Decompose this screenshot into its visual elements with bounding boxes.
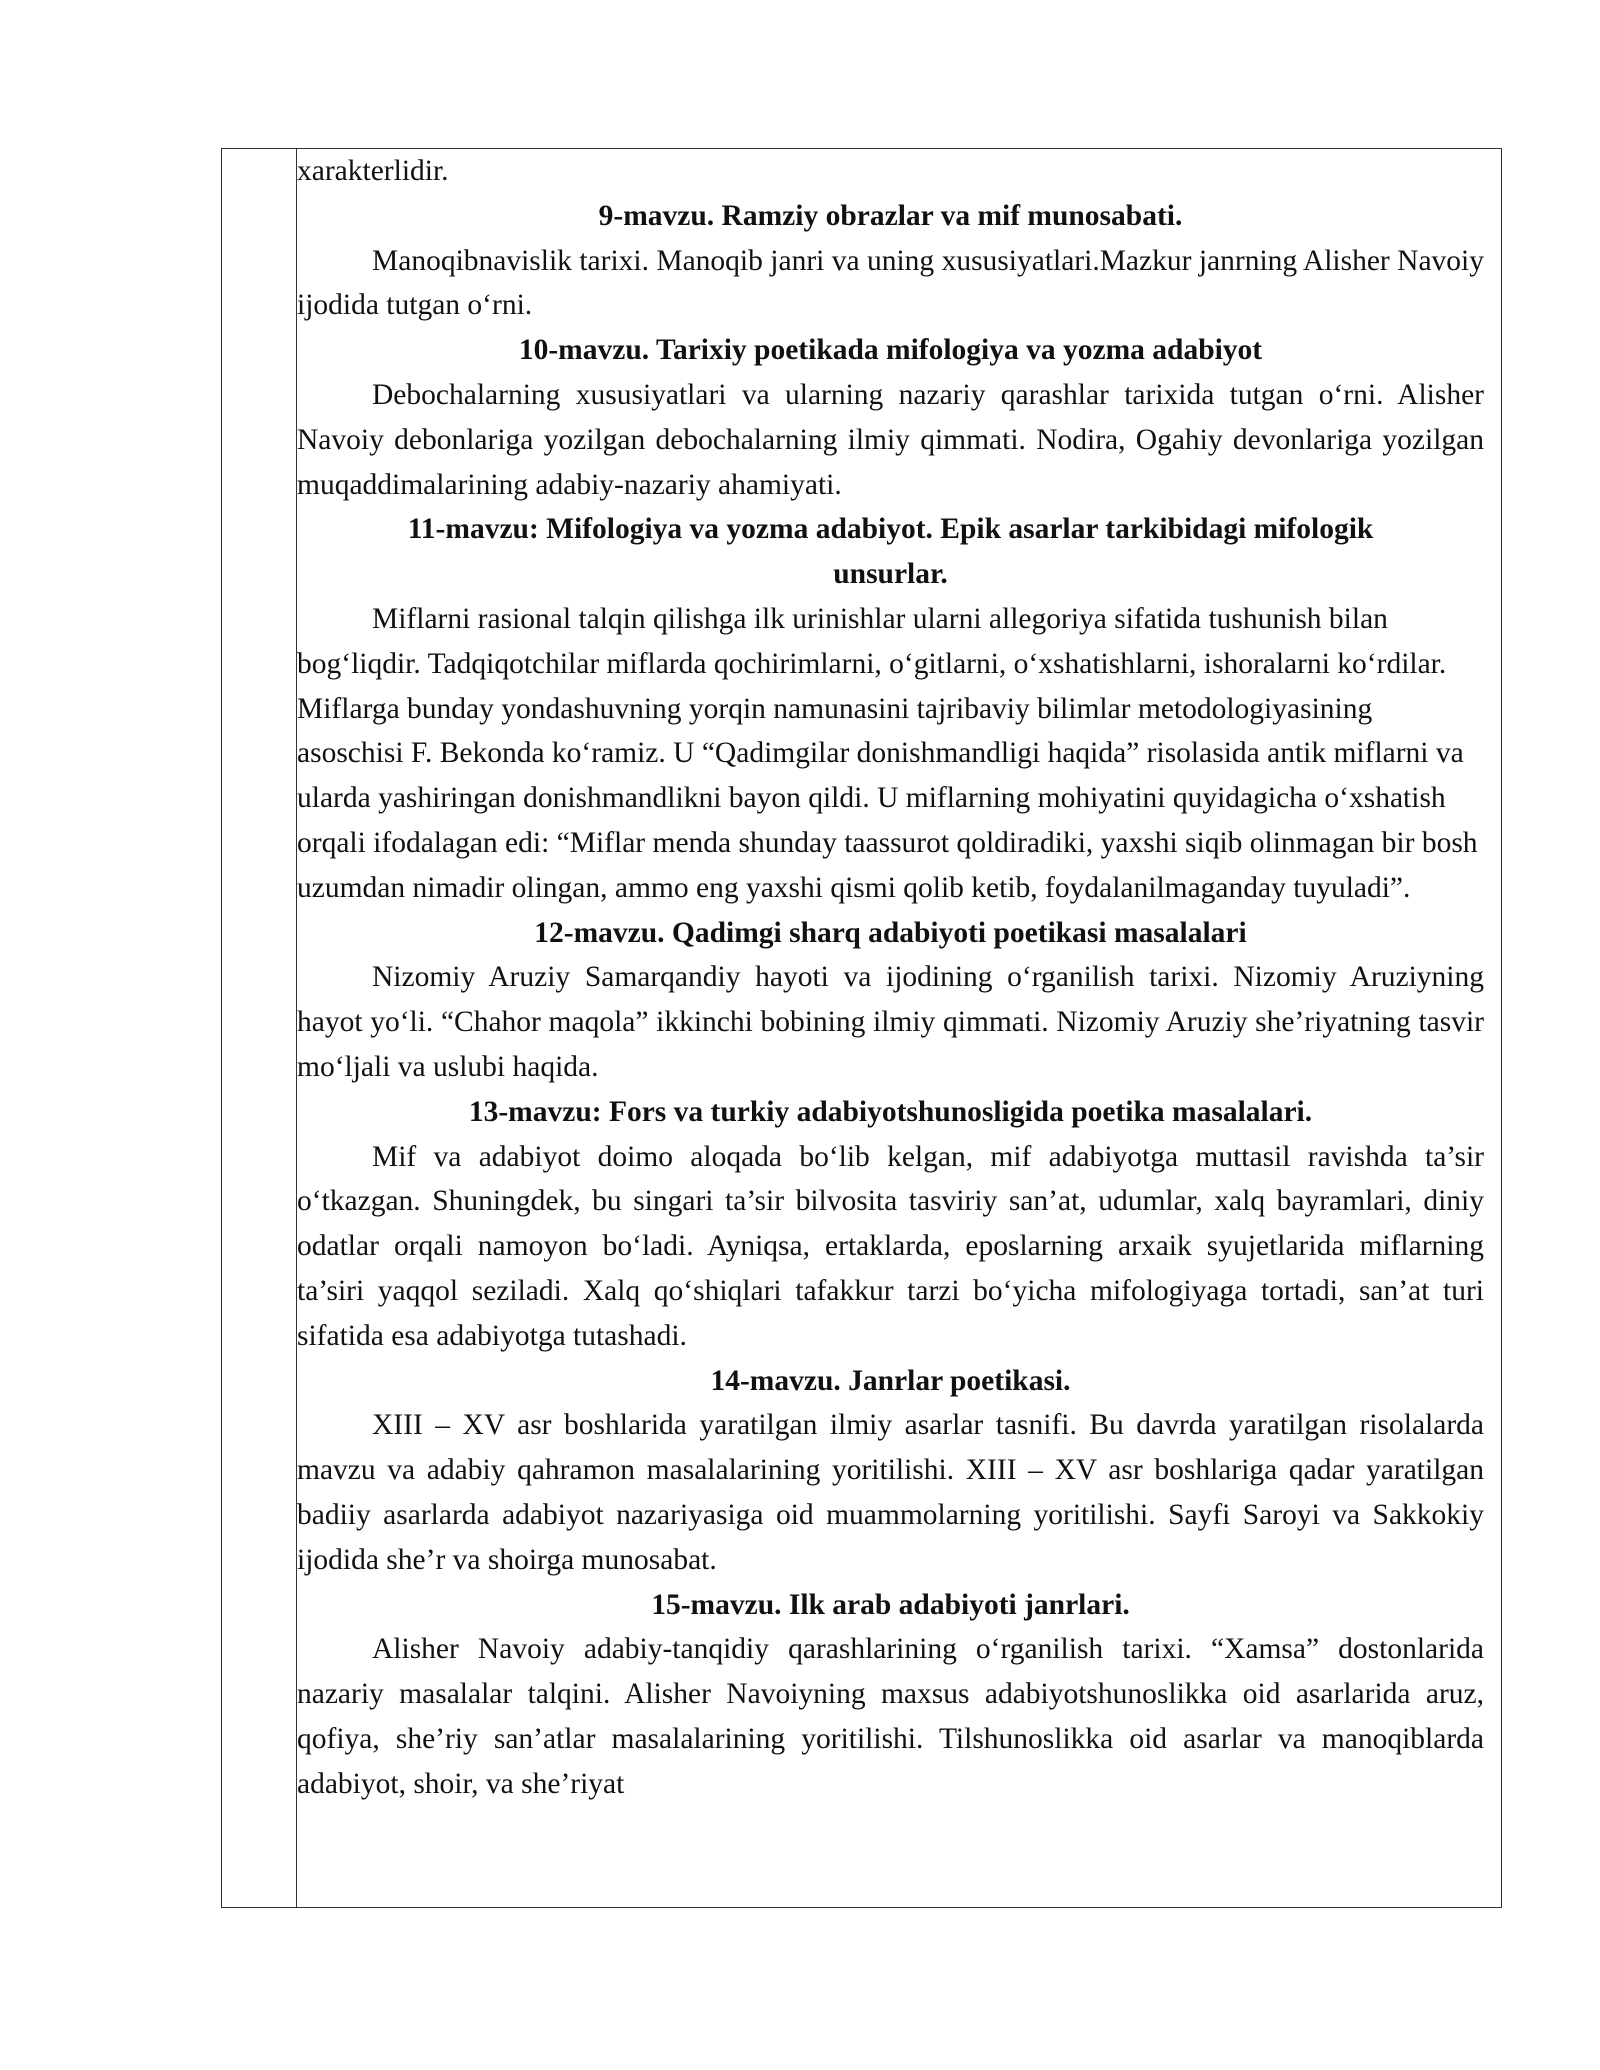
section-body-11: Miflarni rasional talqin qilishga ilk urinishlar ularni allegoriya sifatida tushunish bilan bog‘liqdir. Tadqiqotchilar miflarda qochirimlarni, o‘gitlarni, o‘xshatishlarni, ishoralarni ko‘rdilar. Miflarga bunday yondashuvning yorqin namunasini tajribaviy bilimlar metodologiyasining asoschisi F. Bekonda ko‘ramiz. U “Qadimgilar donishmandligi haqida” risolasida antik miflarni va ularda yashiringan donishmandlikni bayon qildi. U miflarning mohiyatini quyidagicha o‘xshatish orqali ifodalagan edi: “Miflar menda shunday taassurot qoldiradiki, yaxshi siqib olinmagan bir bosh uzumdan nimadir olingan, ammo eng yaxshi qismi qolib ketib, foydalanilmaganday tuyuladi”. xyxy=(297,602,1478,904)
section-body-13: Mif va adabiyot doimo aloqada bo‘lib kelgan, mif adabiyotga muttasil ravishda ta’sir o‘tkazgan. Shuningdek, bu singari ta’sir bilvosita tasviriy san’at, udumlar, xalq bayramlari, diniy odatlar orqali namoyon bo‘ladi. Ayniqsa, ertaklarda, eposlarning arxaik syujetlarida miflarning ta’siri yaqqol seziladi. Xalq qo‘shiqlari tafakkur tarzi bo‘yicha mifologiyaga tortadi, san’at turi sifatida esa adabiyotga tutashadi. xyxy=(297,1140,1484,1352)
section-body-15: Alisher Navoiy adabiy-tanqidiy qarashlarining o‘rganilish tarixi. “Xamsa” dostonlarida nazariy masalalar talqini. Alisher Navoiyning maxsus adabiyotshunoslikka oid asarlarida aruz, qofiya, she’riy san’atlar masalalarining yoritilishi. Tilshunoslikka oid asarlar va manoqiblarda adabiyot, shoir, va she’riyat xyxy=(297,1633,1484,1800)
section-body-10: Debochalarning xususiyatlari va ularning nazariy qarashlar tarixida tutgan o‘rni. Alisher Navoiy debonlariga yozilgan debochalarning ilmiy qimmati. Nodira, Ogahiy devonlariga yozilgan muqaddimalarining adabiy-nazariy ahamiyati. xyxy=(297,378,1484,501)
section-heading-14: 14-mavzu. Janrlar poetikasi. xyxy=(710,1364,1071,1397)
document-table xyxy=(221,148,1502,1908)
lead-text: xarakterlidir. xyxy=(297,155,449,187)
section-heading-13: 13-mavzu: Fors va turkiy adabiyotshunosligida poetika masalalari. xyxy=(468,1095,1313,1128)
section-body-12: Nizomiy Aruziy Samarqandiy hayoti va ijodining o‘rganilish tarixi. Nizomiy Aruziyning hayot yo‘li. “Chahor maqola” ikkinchi bobining ilmiy qimmati. Nizomiy Aruziy she’riyatning tasvir mo‘ljali va uslubi haqida. xyxy=(297,961,1484,1083)
section-body-9: Manoqibnavislik tarixi. Manoqib janri va uning xususiyatlari.Mazkur janrning Alisher Navoiy ijodida tutgan o‘rni. xyxy=(297,244,1484,322)
section-body-14: XIII – XV asr boshlarida yaratilgan ilmiy asarlar tasnifi. Bu davrda yaratilgan risolalarda mavzu va adabiy qahramon masalalarining yoritilishi. XIII – XV asr boshlariga qadar yaratilgan badiiy asarlarda adabiyot nazariyasiga oid muammolarning yoritilishi. Sayfi Saroyi va Sakkokiy ijodida she’r va shoirga munosabat. xyxy=(297,1409,1484,1576)
section-heading-11: 11-mavzu: Mifologiya va yozma adabiyot. Epik asarlar tarkibidagi mifologik unsurlar. xyxy=(407,513,1374,591)
section-heading-10: 10-mavzu. Tarixiy poetikada mifologiya va yozma adabiyot xyxy=(518,334,1263,367)
section-heading-12: 12-mavzu. Qadimgi sharq adabiyoti poetikasi masalalari xyxy=(534,916,1247,949)
table-left-column xyxy=(222,149,297,1907)
section-heading-15: 15-mavzu. Ilk arab adabiyoti janrlari. xyxy=(651,1588,1130,1621)
section-heading-9: 9-mavzu. Ramziy obrazlar va mif munosabati. xyxy=(598,199,1183,232)
table-content-cell xyxy=(297,149,1484,1806)
